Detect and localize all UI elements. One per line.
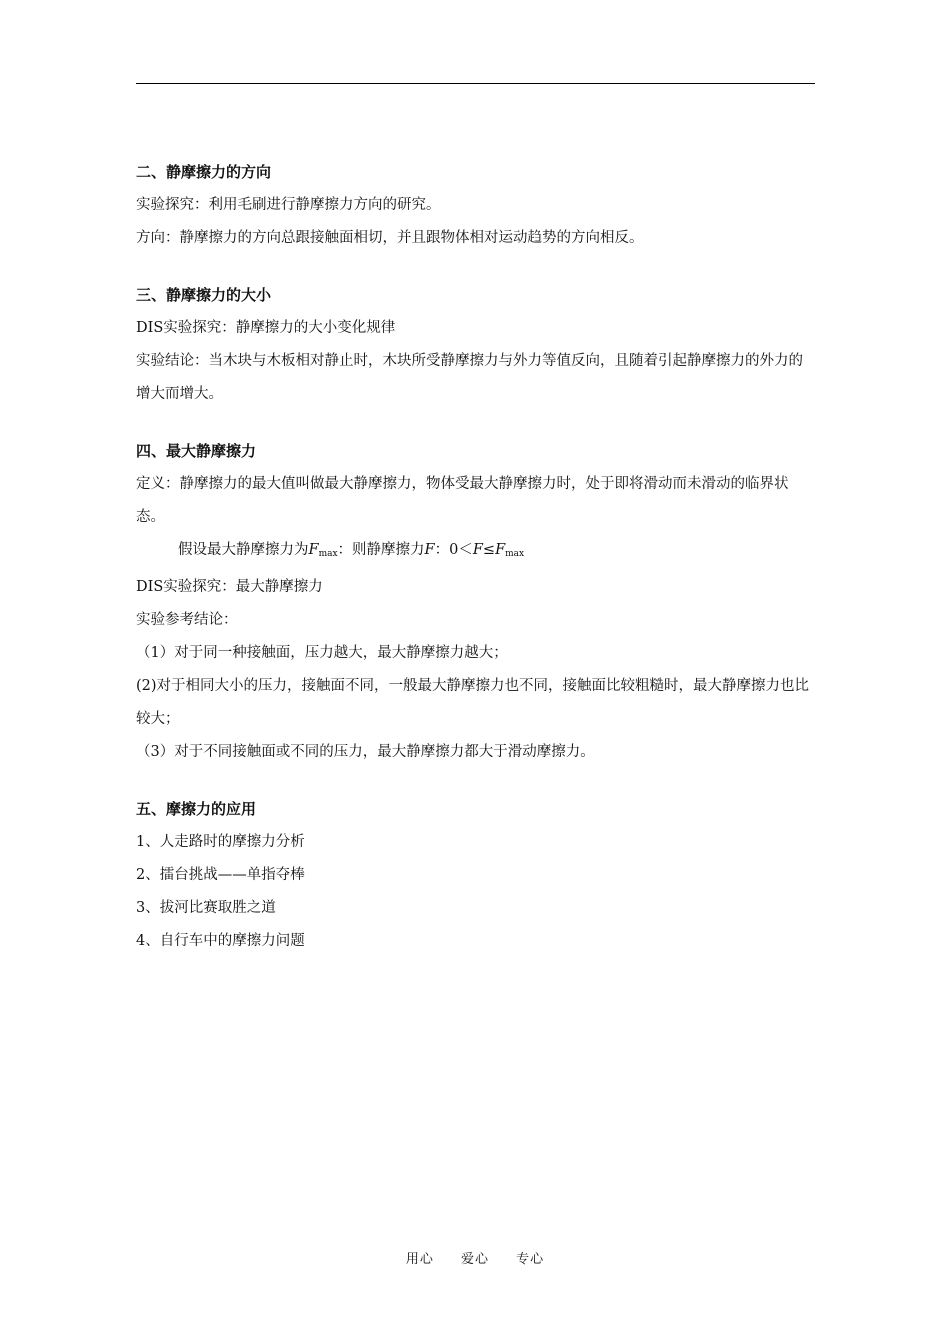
section-applications <box>136 793 816 958</box>
document-body <box>136 156 816 958</box>
formula-symbol: F <box>472 542 483 558</box>
section-heading: 三、静摩擦力的大小 <box>136 286 272 304</box>
section-direction <box>136 156 816 255</box>
formula-symbol: F <box>308 542 319 558</box>
list-item: （1）对于同一种接触面，压力越大，最大静摩擦力越大； <box>136 645 508 661</box>
list-item: 1、人走路时的摩擦力分析 <box>136 834 305 850</box>
section-heading: 二、静摩擦力的方向 <box>136 163 272 181</box>
footer-text: 用心 <box>405 1252 434 1267</box>
formula-prefix: 假设最大静摩擦力为 <box>178 542 309 558</box>
header-rule <box>136 83 815 84</box>
formula-symbol: F <box>424 542 435 558</box>
section-max-static-friction <box>136 435 816 769</box>
paragraph: 实验结论：当木块与木板相对静止时，木块所受静摩擦力与外力等值反向，且随着引起静摩擦力的外力的增大而增大。 <box>136 353 803 402</box>
section-heading: 五、摩擦力的应用 <box>136 800 257 818</box>
list-item: 2、擂台挑战——单指夺棒 <box>136 867 305 883</box>
section-heading: 四、最大静摩擦力 <box>136 442 257 460</box>
formula-middle: ：则静摩擦力 <box>337 542 425 558</box>
page-footer <box>0 1248 950 1267</box>
list-item: 3、拔河比赛取胜之道 <box>136 900 276 916</box>
formula-line <box>136 534 816 571</box>
formula-symbol: F <box>495 542 506 558</box>
formula-range-start: ：0＜ <box>434 542 473 558</box>
section-magnitude <box>136 279 816 411</box>
list-item: （3）对于不同接触面或不同的压力，最大静摩擦力都大于滑动摩擦力。 <box>136 744 595 760</box>
footer-text: 爱心 <box>460 1252 489 1267</box>
list-item: (2)对于相同大小的压力，接触面不同，一般最大静摩擦力也不同，接触面比较粗糙时，最大静摩擦力也比较大； <box>136 678 810 727</box>
definition-paragraph: 定义：静摩擦力的最大值叫做最大静摩擦力，物体受最大静摩擦力时，处于即将滑动而未滑动的临界状态。 <box>136 476 789 525</box>
formula-le: ≤ <box>482 542 496 558</box>
paragraph: 实验参考结论： <box>136 612 238 628</box>
list-item: 4、自行车中的摩擦力问题 <box>136 933 305 949</box>
paragraph: DIS实验探究：最大静摩擦力 <box>136 579 323 595</box>
formula-subscript: max <box>505 549 525 559</box>
paragraph: DIS实验探究：静摩擦力的大小变化规律 <box>136 320 396 336</box>
footer-text: 专心 <box>516 1252 545 1267</box>
formula-subscript: max <box>318 549 338 559</box>
paragraph: 实验探究：利用毛刷进行静摩擦力方向的研究。 <box>136 197 441 213</box>
paragraph: 方向：静摩擦力的方向总跟接触面相切，并且跟物体相对运动趋势的方向相反。 <box>136 230 644 246</box>
